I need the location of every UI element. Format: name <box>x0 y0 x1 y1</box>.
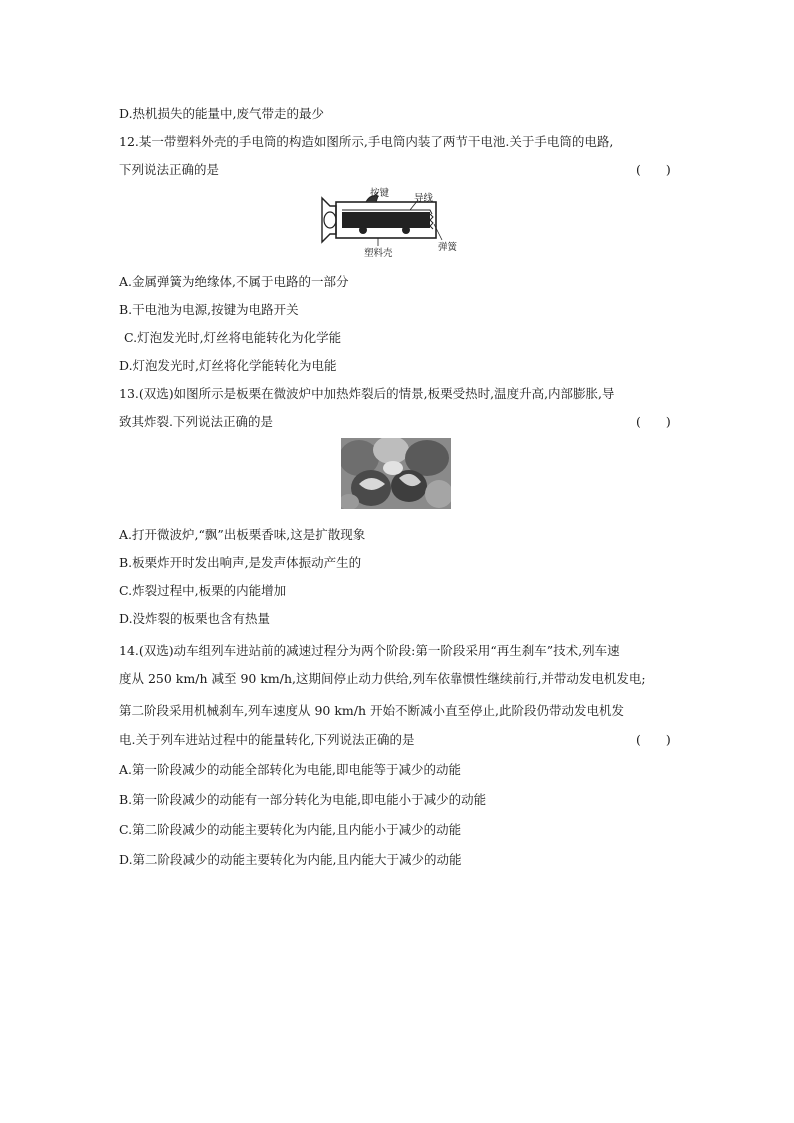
q13-option-c: C.炸裂过程中,板栗的内能增加 <box>119 583 287 598</box>
q13-option-b: B.板栗炸开时发出响声,是发声体振动产生的 <box>119 555 362 570</box>
q12-option-c: C.灯泡发光时,灯丝将电能转化为化学能 <box>124 330 342 345</box>
q14-answer-paren: ( ) <box>636 732 671 747</box>
chestnut-photo <box>341 438 451 509</box>
chestnut-photo-image <box>341 438 451 509</box>
q14-stem-line4: 电.关于列车进站过程中的能量转化,下列说法正确的是 <box>119 732 415 747</box>
q14-option-c: C.第二阶段减少的动能主要转化为内能,且内能小于减少的动能 <box>119 822 462 837</box>
q14-option-d: D.第二阶段减少的动能主要转化为内能,且内能大于减少的动能 <box>119 852 462 867</box>
label-spring: 弹簧 <box>438 242 458 253</box>
q12-stem-line1: 12.某一带塑料外壳的手电筒的构造如图所示,手电筒内装了两节干电池.关于手电筒的电路, <box>119 134 614 149</box>
q13-stem-line1: 13.(双选)如图所示是板栗在微波炉中加热炸裂后的情景,板栗受热时,温度升高,内部膨胀,导 <box>119 386 615 401</box>
q12-option-a: A.金属弹簧为绝缘体,不属于电路的一部分 <box>119 274 349 289</box>
q13-option-a: A.打开微波炉,“飘”出板栗香味,这是扩散现象 <box>119 527 366 542</box>
flashlight-figure <box>318 184 468 260</box>
q13-answer-paren: ( ) <box>636 414 671 429</box>
q11-option-d: D.热机损失的能量中,废气带走的最少 <box>119 106 325 121</box>
q14-stem-line3: 第二阶段采用机械刹车,列车速度从 90 km/h 开始不断减小直至停止,此阶段仍带动发电机发 <box>119 703 624 718</box>
q12-answer-paren: ( ) <box>636 162 671 177</box>
q12-option-b: B.干电池为电源,按键为电路开关 <box>119 302 299 317</box>
q12-stem-line2: 下列说法正确的是 <box>119 162 220 177</box>
q12-option-d: D.灯泡发光时,灯丝将化学能转化为电能 <box>119 358 337 373</box>
q14-option-a: A.第一阶段减少的动能全部转化为电能,即电能等于减少的动能 <box>119 762 461 777</box>
q14-option-b: B.第一阶段减少的动能有一部分转化为电能,即电能小于减少的动能 <box>119 792 487 807</box>
label-wire: 导线 <box>414 193 434 204</box>
q13-stem-line2: 致其炸裂.下列说法正确的是 <box>119 414 273 429</box>
label-shell: 塑料壳 <box>364 248 393 259</box>
q13-option-d: D.没炸裂的板栗也含有热量 <box>119 611 271 626</box>
q14-stem-line1: 14.(双选)动车组列车进站前的减速过程分为两个阶段:第一阶段采用“再生刹车”技术,列车速 <box>119 643 620 658</box>
q14-stem-line2: 度从 250 km/h 减至 90 km/h,这期间停止动力供给,列车依靠惯性继续前行,并带动发电机发电; <box>119 671 646 686</box>
label-button: 按键 <box>370 188 390 199</box>
